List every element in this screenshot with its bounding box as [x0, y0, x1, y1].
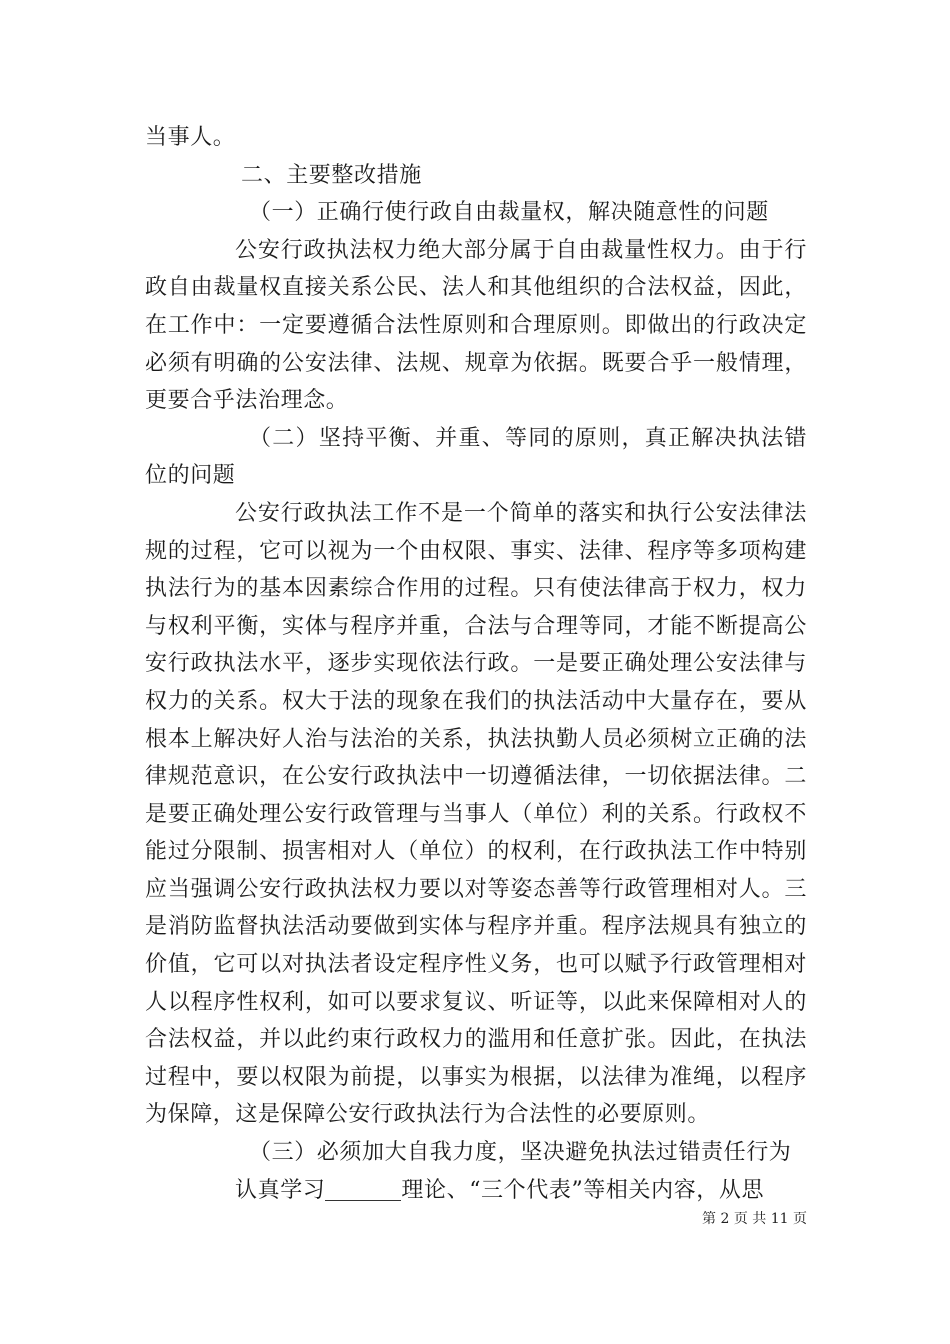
document-body — [145, 119, 807, 1209]
paragraph-2: 公安行政执法工作不是一个简单的落实和执行公安法律法规的过程，它可以视为一个由权限、事实、法律、程序等多项构建执法行为的基本因素综合作用的过程。只有使法律高于权力，权力与权利平衡，实体与程序并重，合法与合理等同，才能不断提高公安行政执法水平，逐步实现依法行政。一是要正确处理公安法律与权力的关系。权大于法的现象在我们的执法活动中大量存在，要从根本上解决好人治与法治的关系，执法执勤人员必须树立正确的法律规范意识，在公安行政执法中一切遵循法律，一切依据法律。二是要正确处理公安行政管理与当事人（单位）利的关系。行政权不能过分限制、损害相对人（单位）的权利，在行政执法工作中特别应当强调公安行政执法权力要以对等姿态善等行政管理相对人。三是消防监督执法活动要做到实体与程序并重。程序法规具有独立的价值，它可以对执法者设定程序性义务，也可以赋予行政管理相对人以程序性权利，如可以要求复议、听证等，以此来保障相对人的合法权益，并以此约束行政权力的滥用和任意扩张。因此，在执法过程中，要以权限为前提，以事实为根据，以法律为准绳，以程序为保障，这是保障公安行政执法行为合法性的必要原则。 — [145, 500, 807, 1128]
paragraph-3-end: 理论、“三个代表”等相关内容，从思 — [401, 1177, 765, 1203]
paragraph-3-start: 认真学习 — [235, 1177, 326, 1203]
fill-in-blank — [325, 1178, 401, 1201]
subsection-heading-3: （三）必须加大自我力度，坚决避免执法过错责任行为 — [249, 1140, 792, 1166]
continuation-text: 当事人。 — [145, 125, 236, 150]
paragraph-3 — [145, 1172, 807, 1210]
paragraph-1: 公安行政执法权力绝大部分属于自由裁量性权力。由于行政自由裁量权直接关系公民、法人和其他组织的合法权益，因此，在工作中：一定要遵循合法性原则和合理原则。即做出的行政决定必须有明确的公安法律、法规、规章为依据。既要合乎一般情理，更要合乎法治理念。 — [145, 237, 807, 414]
subsection-heading-2: （二）坚持平衡、并重、等同的原则，真正解决执法错位的问题 — [145, 425, 807, 489]
page-number-footer: 第 2 页 共 11 页 — [702, 1211, 807, 1227]
section-heading: 二、主要整改措施 — [241, 162, 422, 188]
subsection-heading-1: （一）正确行使行政自由裁量权，解决随意性的问题 — [249, 200, 769, 226]
